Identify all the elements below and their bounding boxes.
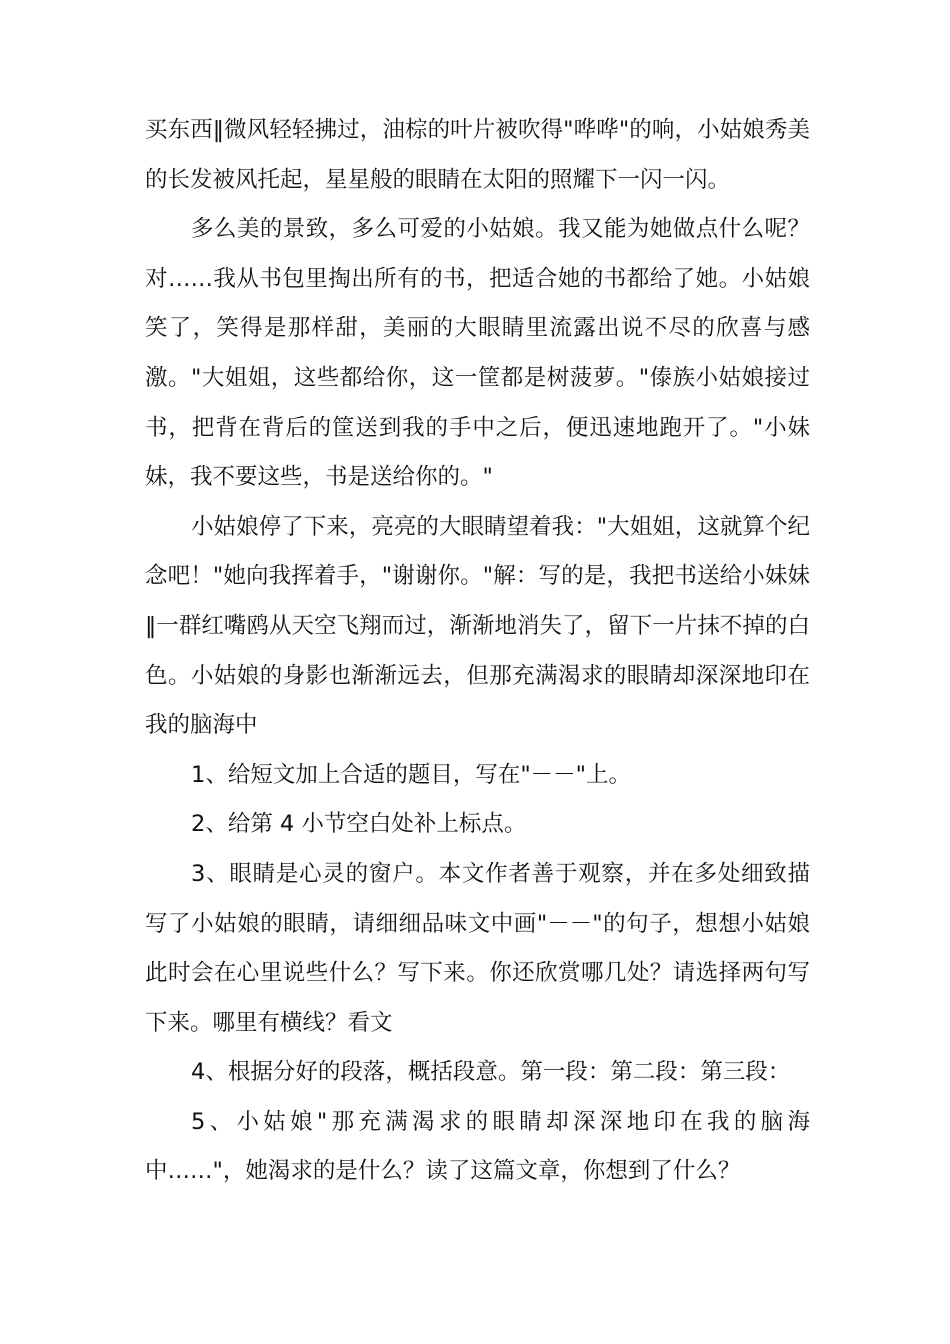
question-1: 1、给短文加上合适的题目，写在"－－"上。: [191, 761, 632, 788]
paragraph-farewell: 小姑娘停了下来，亮亮的大眼睛望着我："大姐姐，这就算个纪念吧！"她向我挥着手，"谢谢你。"解：写的是，我把书送给小妹妹‖一群红嘴鸥从天空飞翔而过，渐渐地消失了，留下一片抹不掉的白色。小姑娘的身影也渐渐远去，但那充满渴求的眼睛却深深地印在我的脑海中: [145, 513, 810, 739]
paragraph-continuation: 买东西‖微风轻轻拂过，油棕的叶片被吹得"哗哗"的响，小姑娘秀美的长发被风托起，星星般的眼睛在太阳的照耀下一闪一闪。: [145, 117, 810, 193]
question-5: 5、小姑娘"那充满渴求的眼睛却深深地印在我的脑海中……"，她渴求的是什么？读了这篇文章，你想到了什么？: [145, 1108, 810, 1185]
paragraph-gift-books: 多么美的景致，多么可爱的小姑娘。我又能为她做点什么呢？对……我从书包里掏出所有的书，把适合她的书都给了她。小姑娘笑了，笑得是那样甜，美丽的大眼睛里流露出说不尽的欣喜与感激。"大姐姐，这些都给你，这一筐都是树菠萝。"傣族小姑娘接过书，把背在背后的筐送到我的手中之后，便迅速地跑开了。"小妹妹，我不要这些，书是送给你的。": [145, 216, 810, 491]
question-2: 2、给第 4 小节空白处补上标点。: [191, 811, 527, 838]
document-body: [145, 106, 810, 1197]
question-3: 3、眼睛是心灵的窗户。本文作者善于观察，并在多处细致描写了小姑娘的眼睛，请细细品味文中画"－－"的句子，想想小姑娘此时会在心里说些什么？写下来。你还欣赏哪几处？请选择两句写下来。哪里有横线？看文: [145, 860, 810, 1036]
question-4: 4、根据分好的段落，概括段意。第一段：第二段：第三段：: [191, 1059, 791, 1086]
